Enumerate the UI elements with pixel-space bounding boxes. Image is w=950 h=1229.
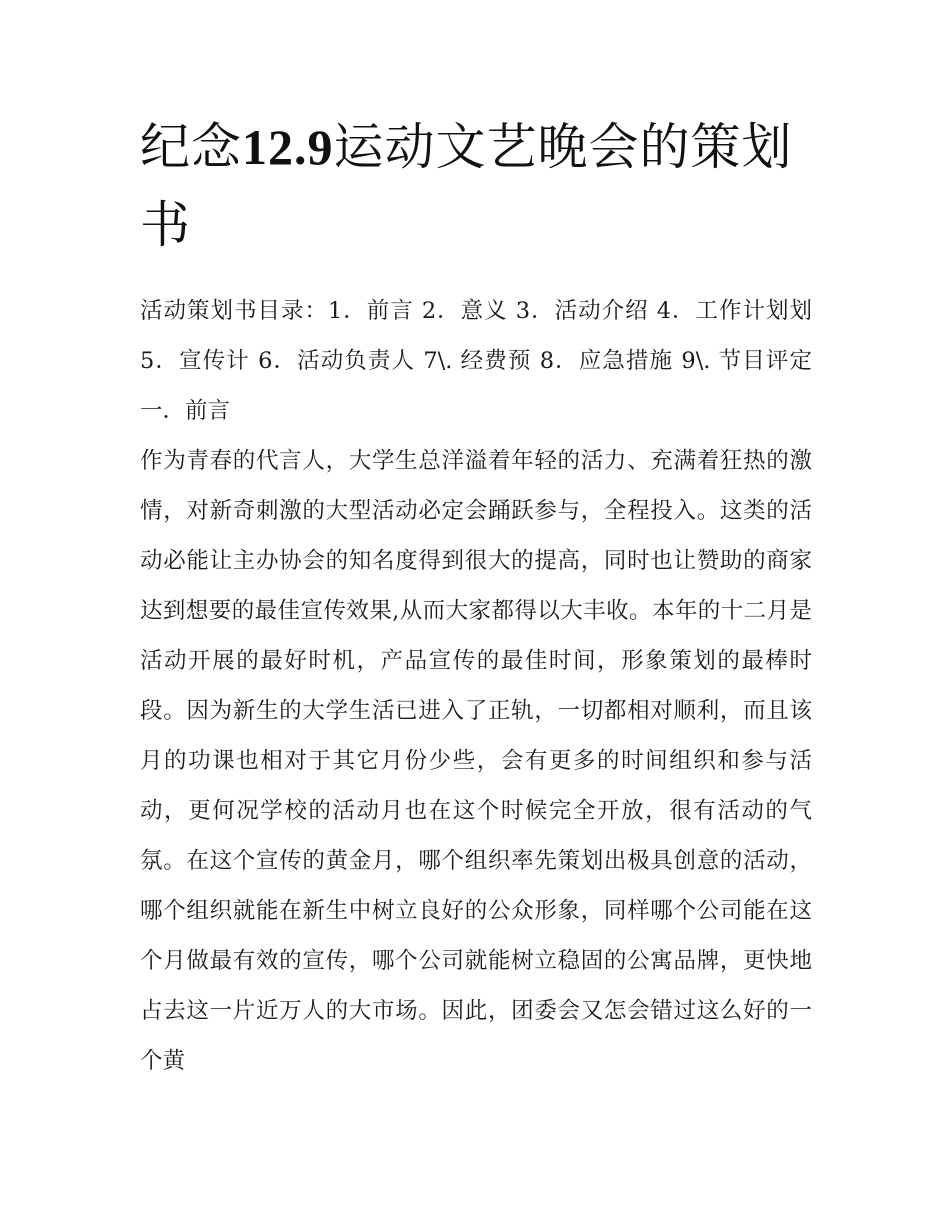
document-title [140,108,812,264]
title-number: 12.9 [242,119,334,175]
title-prefix: 纪念 [140,118,242,176]
table-of-contents: 活动策划书目录：1．前言 2．意义 3．活动介绍 4．工作计划划 5．宣传计 6．活动负责人 7\. 经费预 8．应急措施 9\. 节目评定 一．前言 [140,298,812,424]
title-suffix: 运动文艺晚会的策划书 [140,118,793,254]
body-paragraph: 作为青春的代言人，大学生总洋溢着年轻的活力、充满着狂热的激情，对新奇刺激的大型活动必定会踊跃参与，全程投入。这类的活动必能让主办协会的知名度得到很大的提高，同时也让赞助的商家达到想要的最佳宣传效果,从而大家都得以大丰收。本年的十二月是活动开展的最好时机，产品宣传的最佳时间，形象策划的最棒时段。因为新生的大学生活已进入了正轨，一切都相对顺利，而且该月的功课也相对于其它月份少些，会有更多的时间组织和参与活动，更何况学校的活动月也在这个时候完全开放，很有活动的气氛。在这个宣传的黄金月，哪个组织率先策划出极具创意的活动，哪个组织就能在新生中树立良好的公众形象，同样哪个公司能在这个月做最有效的宣传，哪个公司就能树立稳固的公寓品牌，更快地占去这一片近万人的大市场。因此，团委会又怎会错过这么好的一个黄 [140,448,812,1074]
document-content [140,108,812,1086]
